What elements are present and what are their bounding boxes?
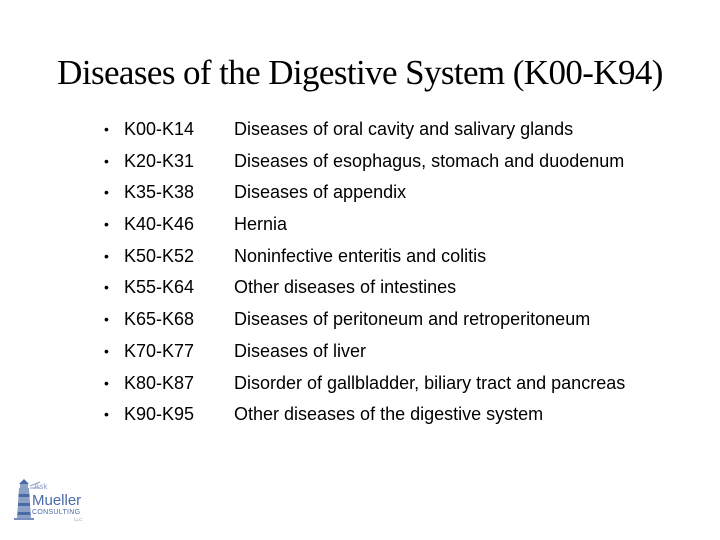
- code-range: K50-K52: [124, 245, 195, 266]
- bullet-icon: •: [104, 184, 109, 201]
- bullet-icon: •: [104, 342, 109, 359]
- list-item: [104, 399, 195, 431]
- logo-text-ask: Ask: [34, 482, 48, 491]
- bullet-icon: •: [104, 216, 109, 233]
- code-range: K70-K77: [124, 340, 195, 361]
- list-item-description: Diseases of oral cavity and salivary glands: [234, 119, 574, 139]
- list-item: [104, 241, 195, 273]
- code-range: K35-K38: [124, 182, 195, 203]
- bullet-icon: •: [104, 247, 109, 264]
- list-item: [104, 368, 195, 400]
- code-range: K20-K31: [124, 150, 195, 171]
- list-item-description: Disorder of gallbladder, biliary tract and pancreas: [234, 372, 626, 393]
- list-item: [104, 272, 195, 304]
- code-range: K55-K64: [124, 277, 195, 298]
- description-list: [234, 114, 625, 431]
- list-item-description: Diseases of peritoneum and retroperitoneum: [234, 309, 591, 330]
- code-range: K90-K95: [124, 404, 195, 425]
- list-item-description: Noninfective enteritis and colitis: [234, 245, 487, 266]
- code-range: K65-K68: [124, 309, 195, 330]
- list-item: [104, 114, 195, 146]
- code-range: K80-K87: [124, 372, 195, 393]
- logo-text-consulting: CONSULTING: [32, 509, 81, 516]
- code-range: K40-K46: [124, 214, 195, 235]
- lighthouse-icon: [12, 478, 92, 533]
- bullet-icon: •: [104, 374, 109, 391]
- list-item: [104, 146, 195, 178]
- logo-text-mueller: Mueller: [32, 492, 82, 509]
- bullet-icon: •: [104, 152, 109, 169]
- bullet-icon: •: [104, 311, 109, 328]
- bullet-icon: •: [104, 279, 109, 296]
- company-logo: [12, 478, 92, 533]
- list-item-description: Other diseases of the digestive system: [234, 404, 544, 425]
- list-item: [104, 304, 195, 336]
- logo-text-llc: LLC: [74, 517, 83, 522]
- list-item: [104, 336, 195, 368]
- code-range: K00-K14: [124, 119, 195, 139]
- list-item: [104, 177, 195, 209]
- list-item-description: Hernia: [234, 214, 288, 235]
- bullet-icon: •: [104, 121, 109, 137]
- list-item-description: Diseases of appendix: [234, 182, 407, 203]
- list-item-description: Diseases of liver: [234, 340, 367, 361]
- code-range-list: [104, 114, 195, 431]
- list-item-description: Other diseases of intestines: [234, 277, 457, 298]
- list-item-description: Diseases of esophagus, stomach and duodenum: [234, 150, 625, 171]
- list-item: [104, 209, 195, 241]
- slide-title: Diseases of the Digestive System (K00-K94): [57, 53, 663, 92]
- bullet-icon: •: [104, 406, 109, 423]
